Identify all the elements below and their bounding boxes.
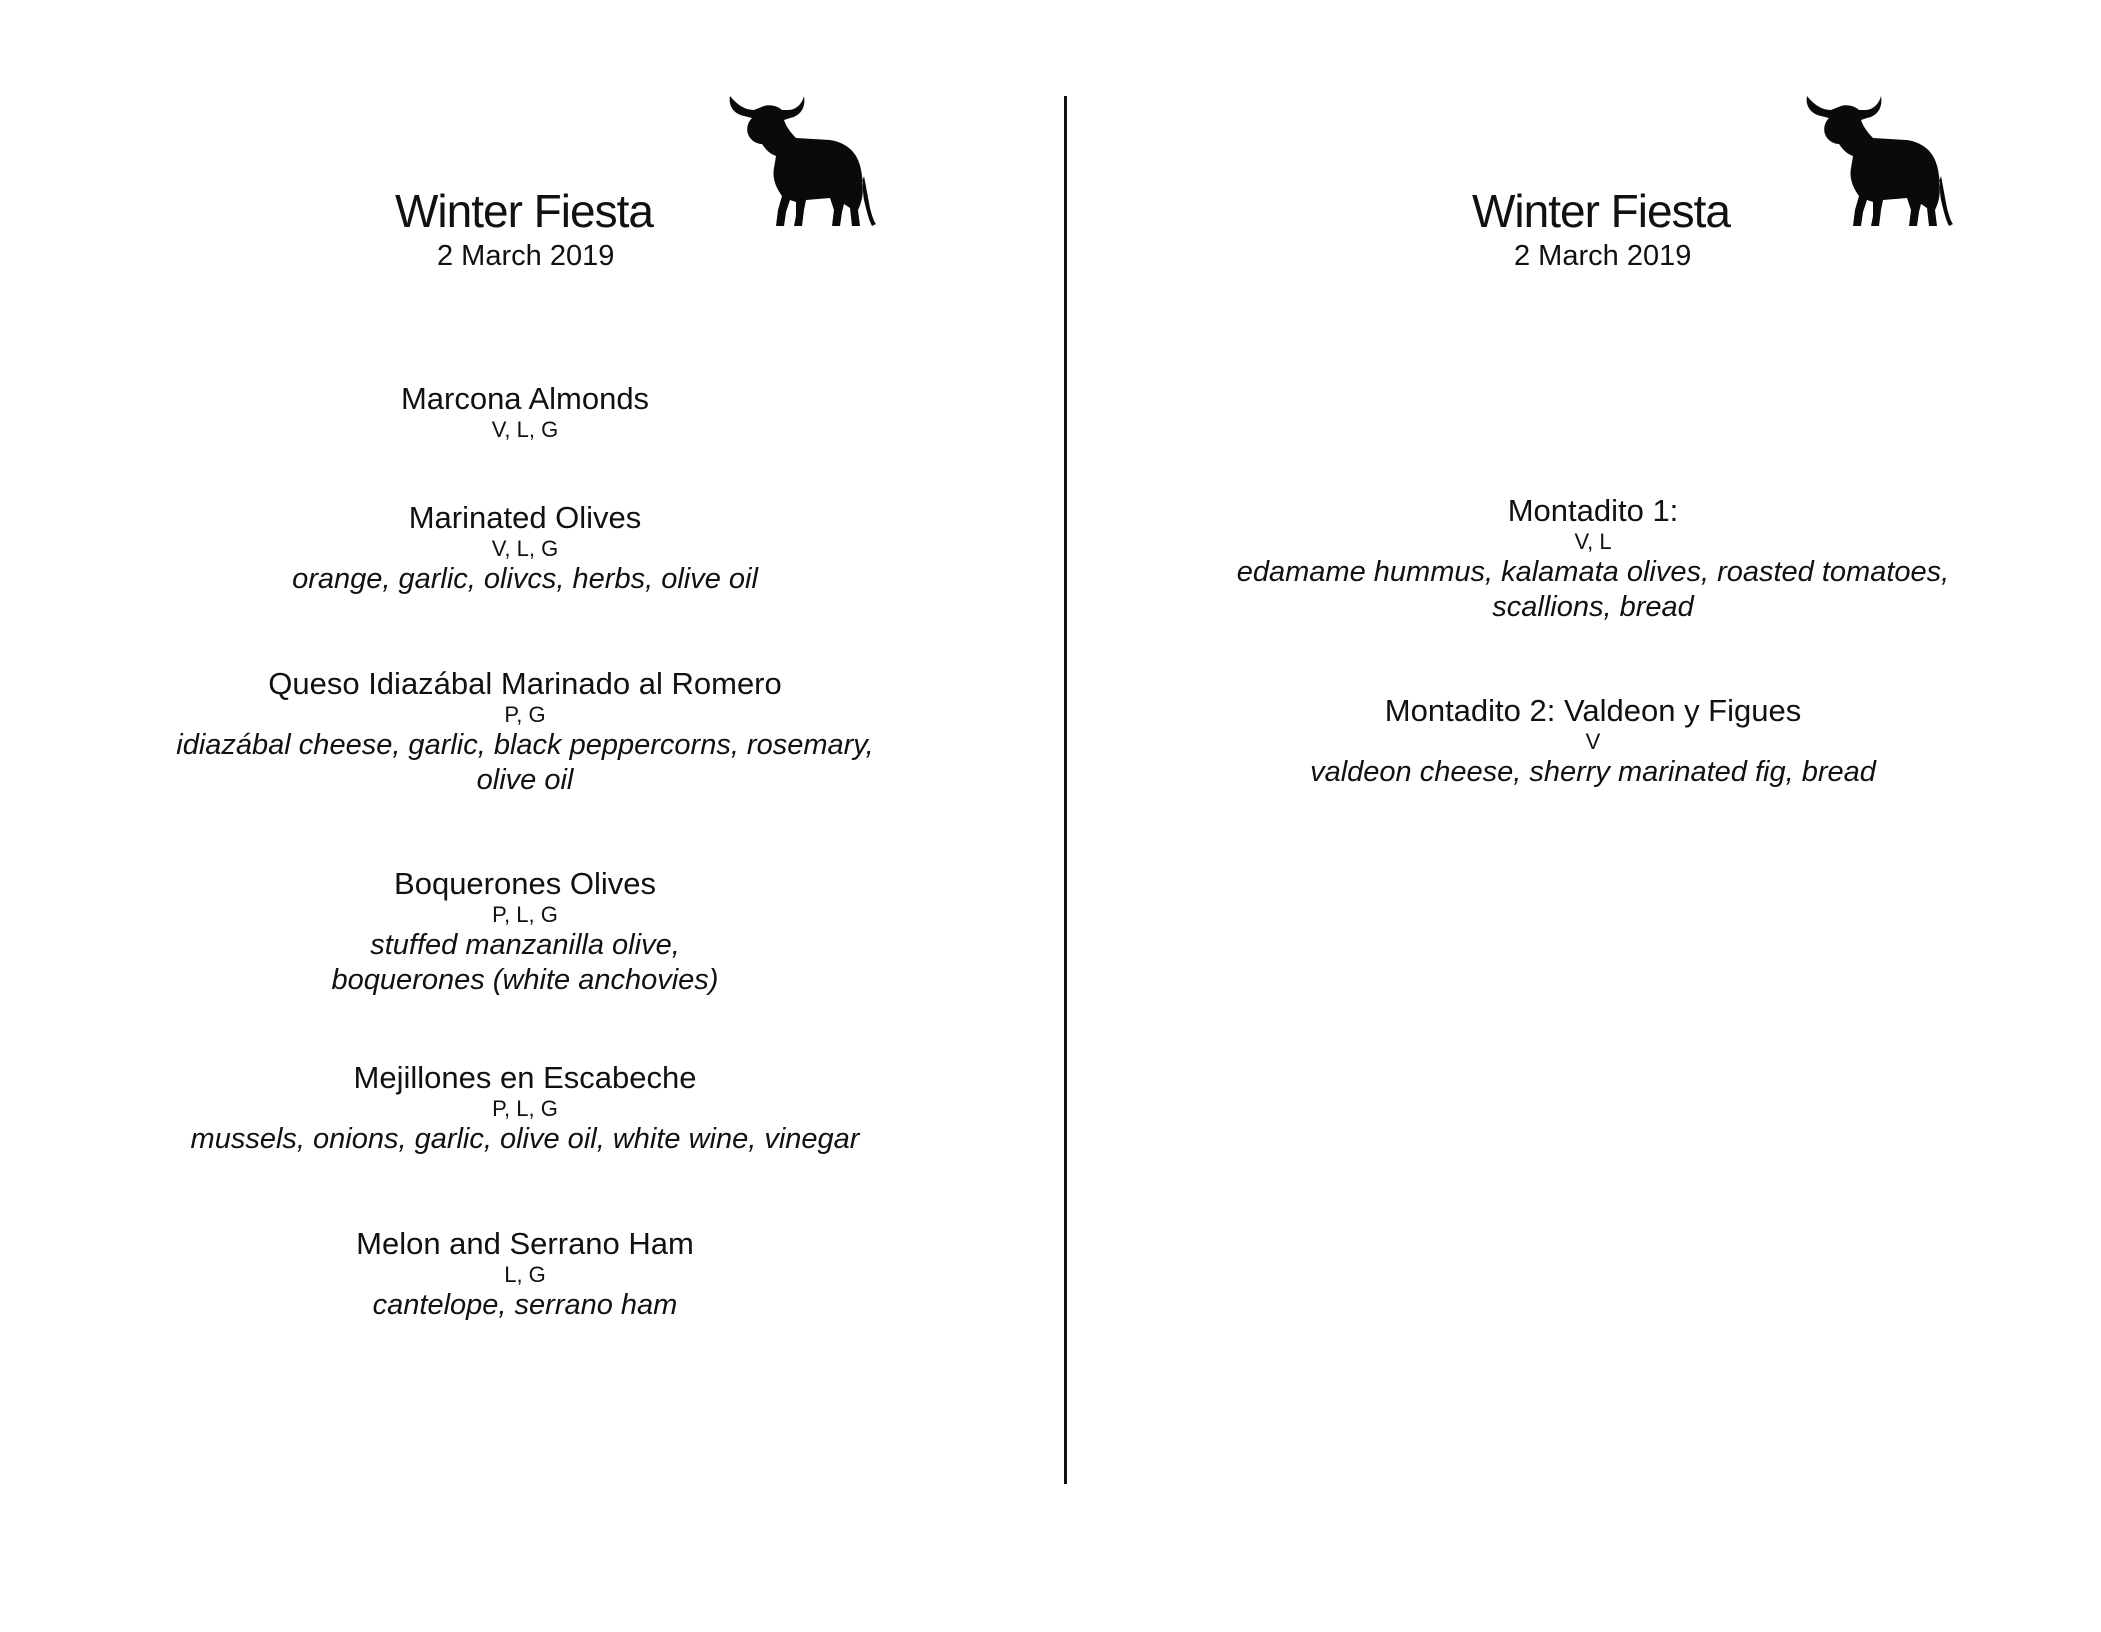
dietary-tags: V, L, G	[491, 536, 559, 561]
menu-item	[0, 865, 1050, 998]
menu-item-name: Queso Idiazábal Marinado al Romero	[268, 666, 782, 701]
menu-item-name: Boquerones Olives	[394, 866, 656, 901]
dietary-tags: P, L, G	[492, 902, 558, 927]
menu-item	[1068, 692, 2101, 790]
menu-page-left	[0, 0, 1050, 1632]
menu-item-name: Melon and Serrano Ham	[356, 1226, 694, 1261]
bull-icon	[726, 92, 876, 230]
dietary-tags: L, G	[504, 1262, 546, 1287]
dietary-tags: P, G	[504, 702, 546, 727]
menu-item-name: Montadito 1:	[1507, 493, 1679, 528]
dietary-tags: P, L, G	[492, 1096, 558, 1121]
menu-item	[1068, 492, 2101, 625]
menu-item	[0, 499, 1050, 597]
menu-item-description: orange, garlic, olivcs, herbs, olive oil	[292, 563, 758, 595]
menu-item-description: stuffed manzanilla olive,	[370, 929, 680, 961]
menu-item-description: idiazábal cheese, garlic, black peppercorns, rosemary,	[176, 729, 874, 761]
menu-item-name: Marcona Almonds	[400, 381, 650, 416]
menu-item	[0, 665, 1050, 798]
menu-item-name: Mejillones en Escabeche	[353, 1060, 697, 1095]
bull-icon	[1803, 92, 1953, 230]
menu-item-description: cantelope, serrano ham	[372, 1289, 678, 1321]
menu-item-description: scallions, bread	[1492, 591, 1694, 623]
menu-page-right	[1068, 0, 2101, 1632]
menu-item	[0, 380, 1050, 443]
menu-item	[0, 1225, 1050, 1323]
menu-item-name: Marinated Olives	[408, 500, 642, 535]
menu-item-name: Montadito 2: Valdeon y Figues	[1384, 693, 1802, 728]
menu-date: 2 March 2019	[1514, 240, 1692, 272]
menu-title: Winter Fiesta	[1472, 185, 1730, 237]
menu-item-description: mussels, onions, garlic, olive oil, white wine, vinegar	[190, 1123, 860, 1155]
menu-item	[0, 1059, 1050, 1157]
menu-item-description: edamame hummus, kalamata olives, roasted tomatoes,	[1236, 556, 1950, 588]
menu-item-description: valdeon cheese, sherry marinated fig, bread	[1310, 756, 1876, 788]
page-divider	[1064, 96, 1067, 1484]
dietary-tags: V, L	[1574, 529, 1612, 554]
menu-item-description: olive oil	[476, 764, 574, 796]
dietary-tags: V	[1585, 729, 1601, 754]
menu-title: Winter Fiesta	[395, 185, 653, 237]
menu-item-description: boquerones (white anchovies)	[331, 964, 719, 996]
dietary-tags: V, L, G	[491, 417, 559, 442]
menu-date: 2 March 2019	[437, 240, 615, 272]
